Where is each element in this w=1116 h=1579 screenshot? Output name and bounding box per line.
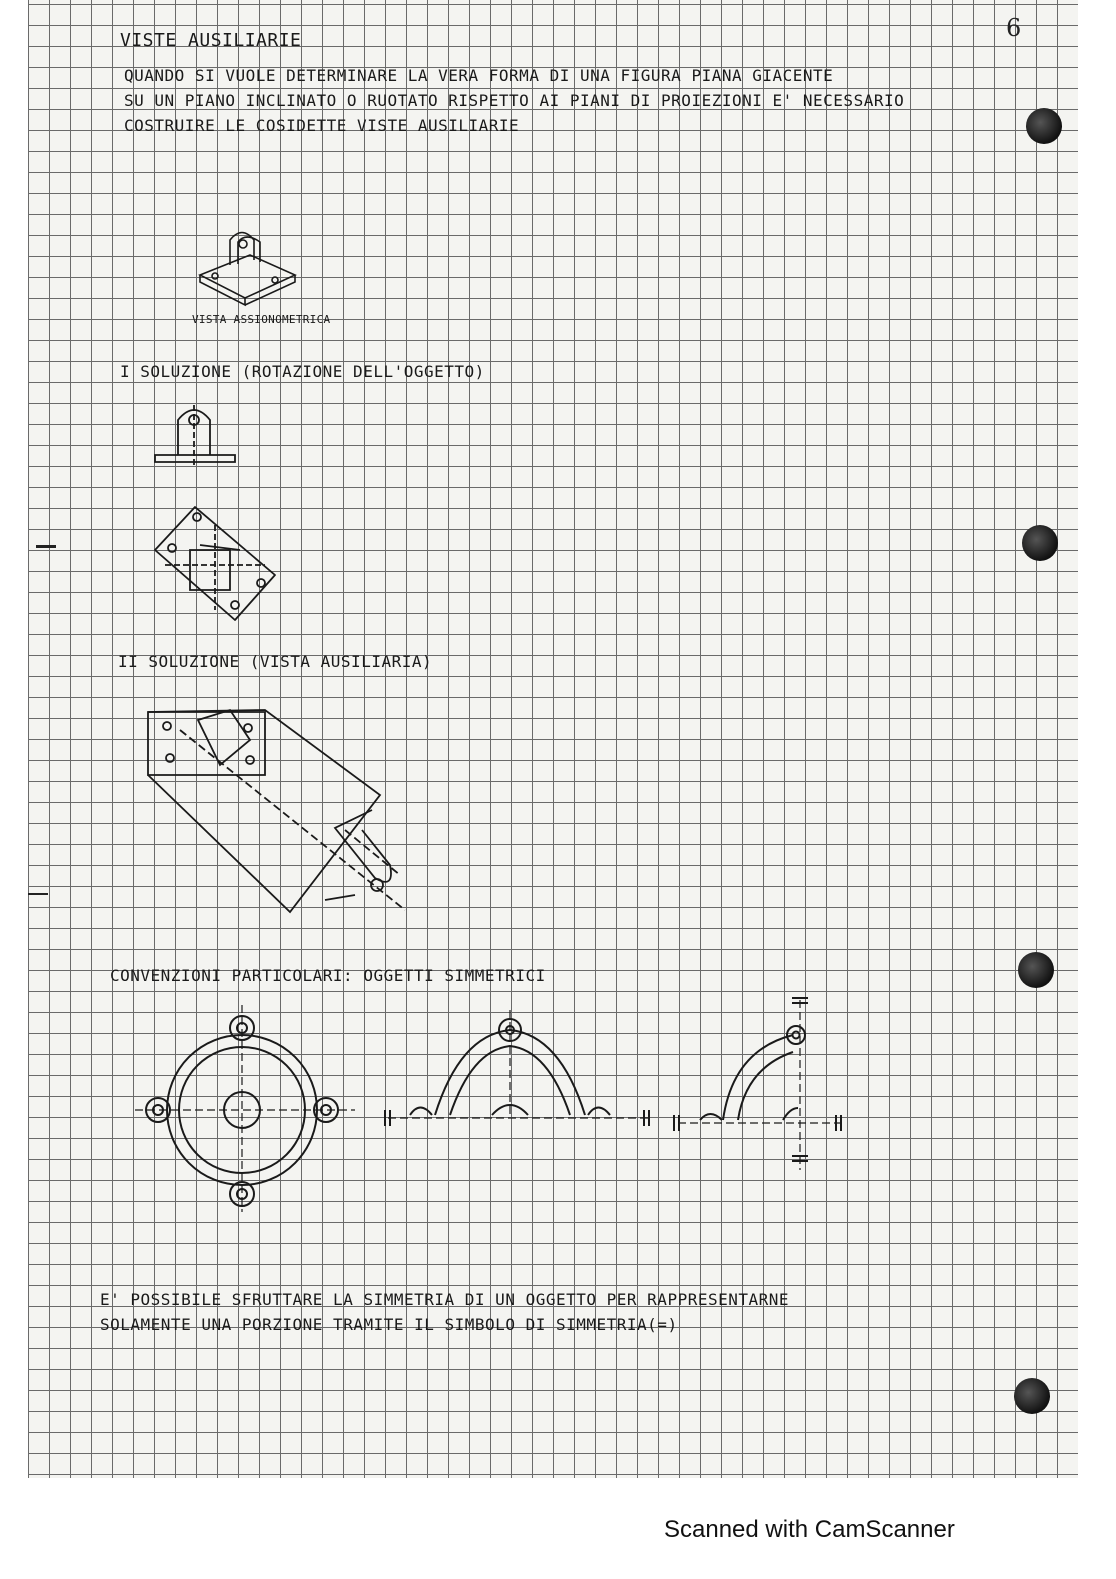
punch-hole xyxy=(1026,108,1062,144)
page-title: VISTE AUSILIARIE xyxy=(120,30,302,51)
margin-mark xyxy=(28,893,48,895)
solution-2-heading: II SOLUZIONE (VISTA AUSILIARIA) xyxy=(118,652,433,671)
punch-hole xyxy=(1022,525,1058,561)
punch-hole xyxy=(1018,952,1054,988)
solution-2-auxiliary-view xyxy=(140,700,420,930)
intro-line-1: QUANDO SI VUOLE DETERMINARE LA VERA FORMA DI UNA FIGURA PIANA GIACENTE xyxy=(124,66,834,85)
axonometric-bracket-drawing xyxy=(190,220,310,310)
conventions-heading: CONVENZIONI PARTICOLARI: OGGETTI SIMMETRICI xyxy=(110,966,546,985)
punch-hole xyxy=(1014,1378,1050,1414)
solution-1-front-view xyxy=(150,400,250,470)
symmetry-line-2: SOLAMENTE UNA PORZIONE TRAMITE IL SIMBOLO DI SIMMETRIA(=) xyxy=(100,1315,678,1334)
page-number: 6 xyxy=(1006,14,1022,42)
axonometric-caption: VISTA ASSIONOMETRICA xyxy=(192,313,331,326)
symmetry-line-1: E' POSSIBILE SFRUTTARE LA SIMMETRIA DI UN OGGETTO PER RAPPRESENTARNE xyxy=(100,1290,790,1309)
half-flange-drawing xyxy=(380,1010,660,1130)
intro-line-2: SU UN PIANO INCLINATO O RUOTATO RISPETTO AI PIANI DI PROIEZIONI E' NECESSARIO xyxy=(124,91,905,110)
solution-1-heading: I SOLUZIONE (ROTAZIONE DELL'OGGETTO) xyxy=(120,362,485,381)
camscanner-watermark: Scanned with CamScanner xyxy=(664,1516,955,1543)
intro-line-3: COSTRUIRE LE COSIDETTE VISTE AUSILIARIE xyxy=(124,116,520,135)
quarter-flange-drawing xyxy=(668,990,858,1180)
full-flange-drawing xyxy=(130,1000,360,1215)
solution-1-rotated-plan-view xyxy=(145,495,285,630)
margin-mark xyxy=(36,545,56,548)
